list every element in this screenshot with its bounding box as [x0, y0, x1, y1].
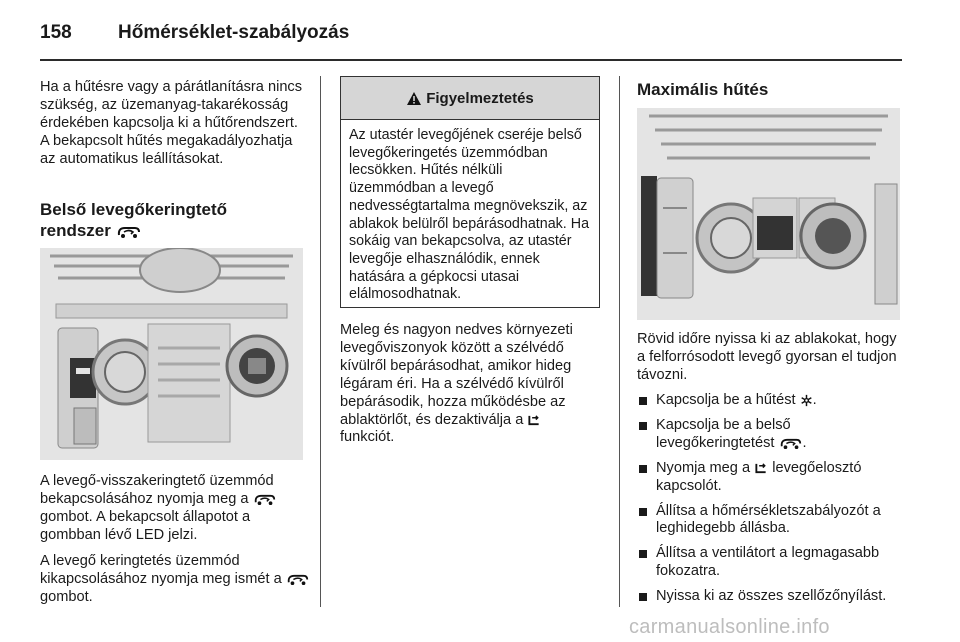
max-cooling-steps — [637, 392, 907, 613]
recirculation-icon — [253, 493, 277, 506]
page-title: Hőmérséklet-szabályozás — [118, 22, 350, 43]
air-distribution-icon — [754, 462, 768, 475]
list-item — [637, 545, 907, 581]
bullet-square — [639, 550, 647, 558]
bullet-square — [639, 508, 647, 516]
snowflake-icon — [800, 394, 813, 407]
heading-line-1: Belső levegőkeringtető — [40, 200, 228, 219]
climate-panel-photo-max-cooling — [637, 108, 900, 320]
list-item-text: Állítsa a hőmérsékletszabályozót a leghidegebb állásba. — [656, 502, 881, 537]
page-number: 158 — [40, 22, 72, 43]
recirculation-icon — [779, 437, 803, 450]
paragraph-text: A levegő keringtetés üzemmód kikapcsolásához nyomja meg ismét a — [40, 553, 282, 587]
paragraph-text: Meleg és nagyon nedves környezeti levegőviszonyok között a szélvédő kívülről bepárásodhat, amikor hideg légáram éri. Ha a szélvédő kívülről bepárásodik, hozza működésbe az ablaktörlőt, és dezaktiválja a — [340, 322, 573, 428]
bullet-square — [639, 593, 647, 601]
recirculation-on-paragraph — [40, 473, 312, 545]
section-heading-max-cooling: Maximális hűtés — [637, 80, 769, 99]
heading-line-2 — [40, 220, 227, 241]
paragraph-text: funkciót. — [340, 429, 395, 446]
column-divider-2 — [619, 76, 620, 607]
list-item-text: Kapcsolja be a belső levegőkeringtetést — [656, 416, 791, 451]
list-item — [637, 460, 907, 496]
list-item-text: Nyissa ki az összes szellőzőnyílást. — [656, 588, 887, 605]
warning-header — [341, 77, 599, 120]
bullet-square — [639, 422, 647, 430]
list-item-text: Állítsa a ventilátort a legmagasabb fokozatra. — [656, 545, 880, 580]
watermark: carmanualsonline.info — [629, 616, 830, 638]
warning-title: Figyelmeztetés — [426, 89, 534, 107]
warning-triangle-icon — [406, 91, 422, 106]
climate-panel-photo-recirculation — [40, 248, 303, 460]
intro-paragraph: Ha a hűtésre vagy a párátlanításra nincs szükség, az üzemanyag-takarékosság érdekében kapcsolja ki a hűtőrendszert. A bekapcsolt hűtés megakadályozhatja az automatikus leállításokat. — [40, 79, 303, 167]
list-item — [637, 588, 907, 606]
paragraph-text: A levegő-visszakeringtető üzemmód bekapcsolásához nyomja meg a — [40, 473, 274, 507]
list-item-text: . — [812, 392, 817, 408]
list-item-text: levegőelosztó kapcsolót. — [656, 459, 862, 494]
list-item-text: Nyomja meg a — [656, 459, 751, 476]
warning-box — [340, 76, 600, 308]
column-divider-1 — [320, 76, 321, 607]
list-item — [637, 392, 907, 410]
recirculation-icon — [286, 573, 310, 586]
paragraph-text: gombot. A bekapcsolt állapotot a gombban lévő LED jelzi. — [40, 508, 251, 543]
header-rule — [40, 59, 902, 61]
bullet-square — [639, 397, 647, 405]
windscreen-paragraph — [340, 322, 608, 447]
list-item — [637, 503, 907, 539]
page-header — [40, 14, 902, 54]
heading-line-2-text: rendszer — [40, 221, 111, 240]
warning-text: Az utastér levegőjének cseréje belső levegőkeringetés üzemmódban lecsökken. Hűtés nélküli üzemmódban a levegő nedvességtartalma megnövekszik, az ablakok belülről bepárásodhatnak. Ha sokáig van bekapcsolva, az utastér levegője elhasználódik, ennek hatására a gépkocsi utasai elálmosodhatnak. — [349, 127, 590, 303]
paragraph-text: gombot. — [40, 588, 93, 605]
recirculation-off-paragraph — [40, 553, 312, 607]
air-distribution-icon — [527, 414, 541, 427]
list-item — [637, 417, 907, 453]
max-cooling-intro: Rövid időre nyissa ki az ablakokat, hogy a felforrósodott levegő gyorsan el tudjon távozni. — [637, 331, 897, 383]
recirculation-icon — [116, 225, 142, 239]
list-item-text: . — [802, 434, 807, 451]
bullet-square — [639, 465, 647, 473]
list-item-text: Kapcsolja be a hűtést — [656, 392, 796, 408]
section-heading-recirculation — [40, 199, 227, 241]
